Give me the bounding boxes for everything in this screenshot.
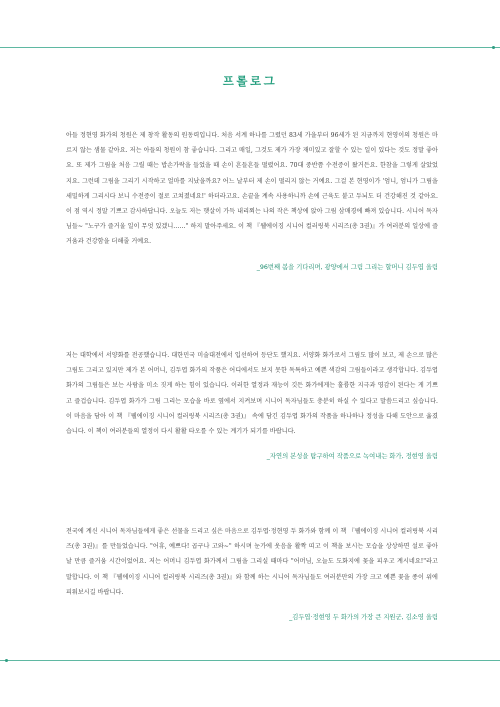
section-signature: _자연의 본성을 탐구하여 작품으로 녹여내는 화가, 정현영 올림 (266, 453, 438, 461)
bottom-divider (0, 660, 500, 661)
section-body: 아들 정현영 화가의 청원은 제 창작 활동의 원동력입니다. 처음 서계 하나를 그렸던 83세 가을부터 96세가 된 지금까지 현영이의 청원은 마르지 않는 샘물 같아요. 저는 아들의 청원이 참 좋습니다. 그리고 매일, 그것도 제가 가장 재미있고 잘할 수 있는 일이 있다는 것도 정말 좋아요. 또 제가 그림을 처음 그릴 때는 밥손가락을 들었을 때 손이 흔들흔들 떨렸어요. 70대 중반쯤 수전증이 왔거든요. 한참을 그렇게 살았었지요. 그런데 그림을 그리기 시작하고 얼마를 지났을까요? 어느 날부터 제 손이 떨리지 않는 거예요. 그걸 본 현영이가 '엄니, 엄니가 그림을 세밀하게 그리시다 보니 수전증이 절로 고쳐졌네요!' 하더라고요. 손끝을 계속 사용하니까 손에 근육도 붙고 두뇌도 더 건강해진 것 같아요. 이 점 역시 정말 기쁘고 감사하답니다. 오늘도 저는 햇살이 가득 내리쬐는 나의 작은 책상에 앉아 그림 삼매경에 빠져 있습니다. 시니어 독자님들~ "노구가 즐거울 일이 무엇 있겠니……" 하지 말아주세요. 이 책 『웰에이징 시니어 컬러링북 시리즈(총 3권)』가 여러분의 일상에 즐거움과 건강함을 더해줄 거예요. (66, 132, 438, 246)
bottom-divider-dot (5, 659, 8, 662)
section-body: 전국에 계신 시니어 독자님들에게 좋은 선물을 드리고 싶은 마음으로 김두엽·정현영 두 화가와 함께 이 책 『웰에이징 시니어 컬러링북 시리즈(총 3권)』를 만들었습니다. "어휴, 예쁘다! 곱구나 고와~" 하시며 눈가에 웃음을 활짝 띠고 이 책을 보시는 모습을 상상하면 설로 좋아 날 만큼 즐거움 시간이었어요. 저는 어머니 김두엽 화가께서 그림을 그리실 때마다 "어머님, 오늘도 도화지에 꽃을 피우고 계시네요!"라고 말합니다. 이 책 『웰에이징 시니어 컬러링북 시리즈(총 3권)』와 함께 하는 시니어 독자님들도 여러분만의 가장 크고 예쁜 꽃을 종이 위에 피워보시길 바랍니다. (66, 528, 438, 596)
prologue-section-3 (66, 524, 438, 621)
section-signature: _김두엽·정현영 두 화가의 가장 큰 지원군, 김소영 올림 (289, 614, 438, 622)
section-signature: _96번째 봄을 기다리며, 광양에서 그림 그리는 할머니 김두엽 올림 (256, 263, 438, 271)
section-body: 저는 대학에서 서양화를 전공했습니다. 대한민국 미술대전에서 입선하여 등단도 했지요. 서양화 화가로서 그림도 많이 보고, 제 손으로 많은 그림도 그리고 있지만 제가 본 어머니, 김두엽 화가의 작품은 어디에서도 보지 못한 독특하고 예쁜 색감의 그림들이라고 생각합니다. 김두엽 화가의 그림들은 보는 사람을 미소 짓게 하는 힘이 있습니다. 이러한 열정과 재능이 깃든 화가에게는 훌륭한 지극과 영감이 된다는 게 기쁘고 즐겁습니다. 김두엽 화가가 그림 그리는 모습을 바로 옆에서 지켜보며 시니어 독자님들도 충분히 하실 수 있다고 말씀드리고 싶습니다. 이 마음을 담아 이 책 『웰에이징 시니어 컬러링북 시리즈(총 3권)』 속에 담긴 김두엽 화가의 작품을 하나하나 정성을 다해 도안으로 옮겼습니다. 이 책이 여러분들의 열정이 다시 활활 타오를 수 있는 계기가 되기를 바랍니다. (66, 352, 438, 436)
top-divider-dot (492, 46, 495, 49)
top-divider (0, 47, 500, 48)
page-title: 프롤로그 (222, 74, 278, 88)
prologue-section-1 (66, 128, 438, 271)
prologue-section-2 (66, 348, 438, 460)
